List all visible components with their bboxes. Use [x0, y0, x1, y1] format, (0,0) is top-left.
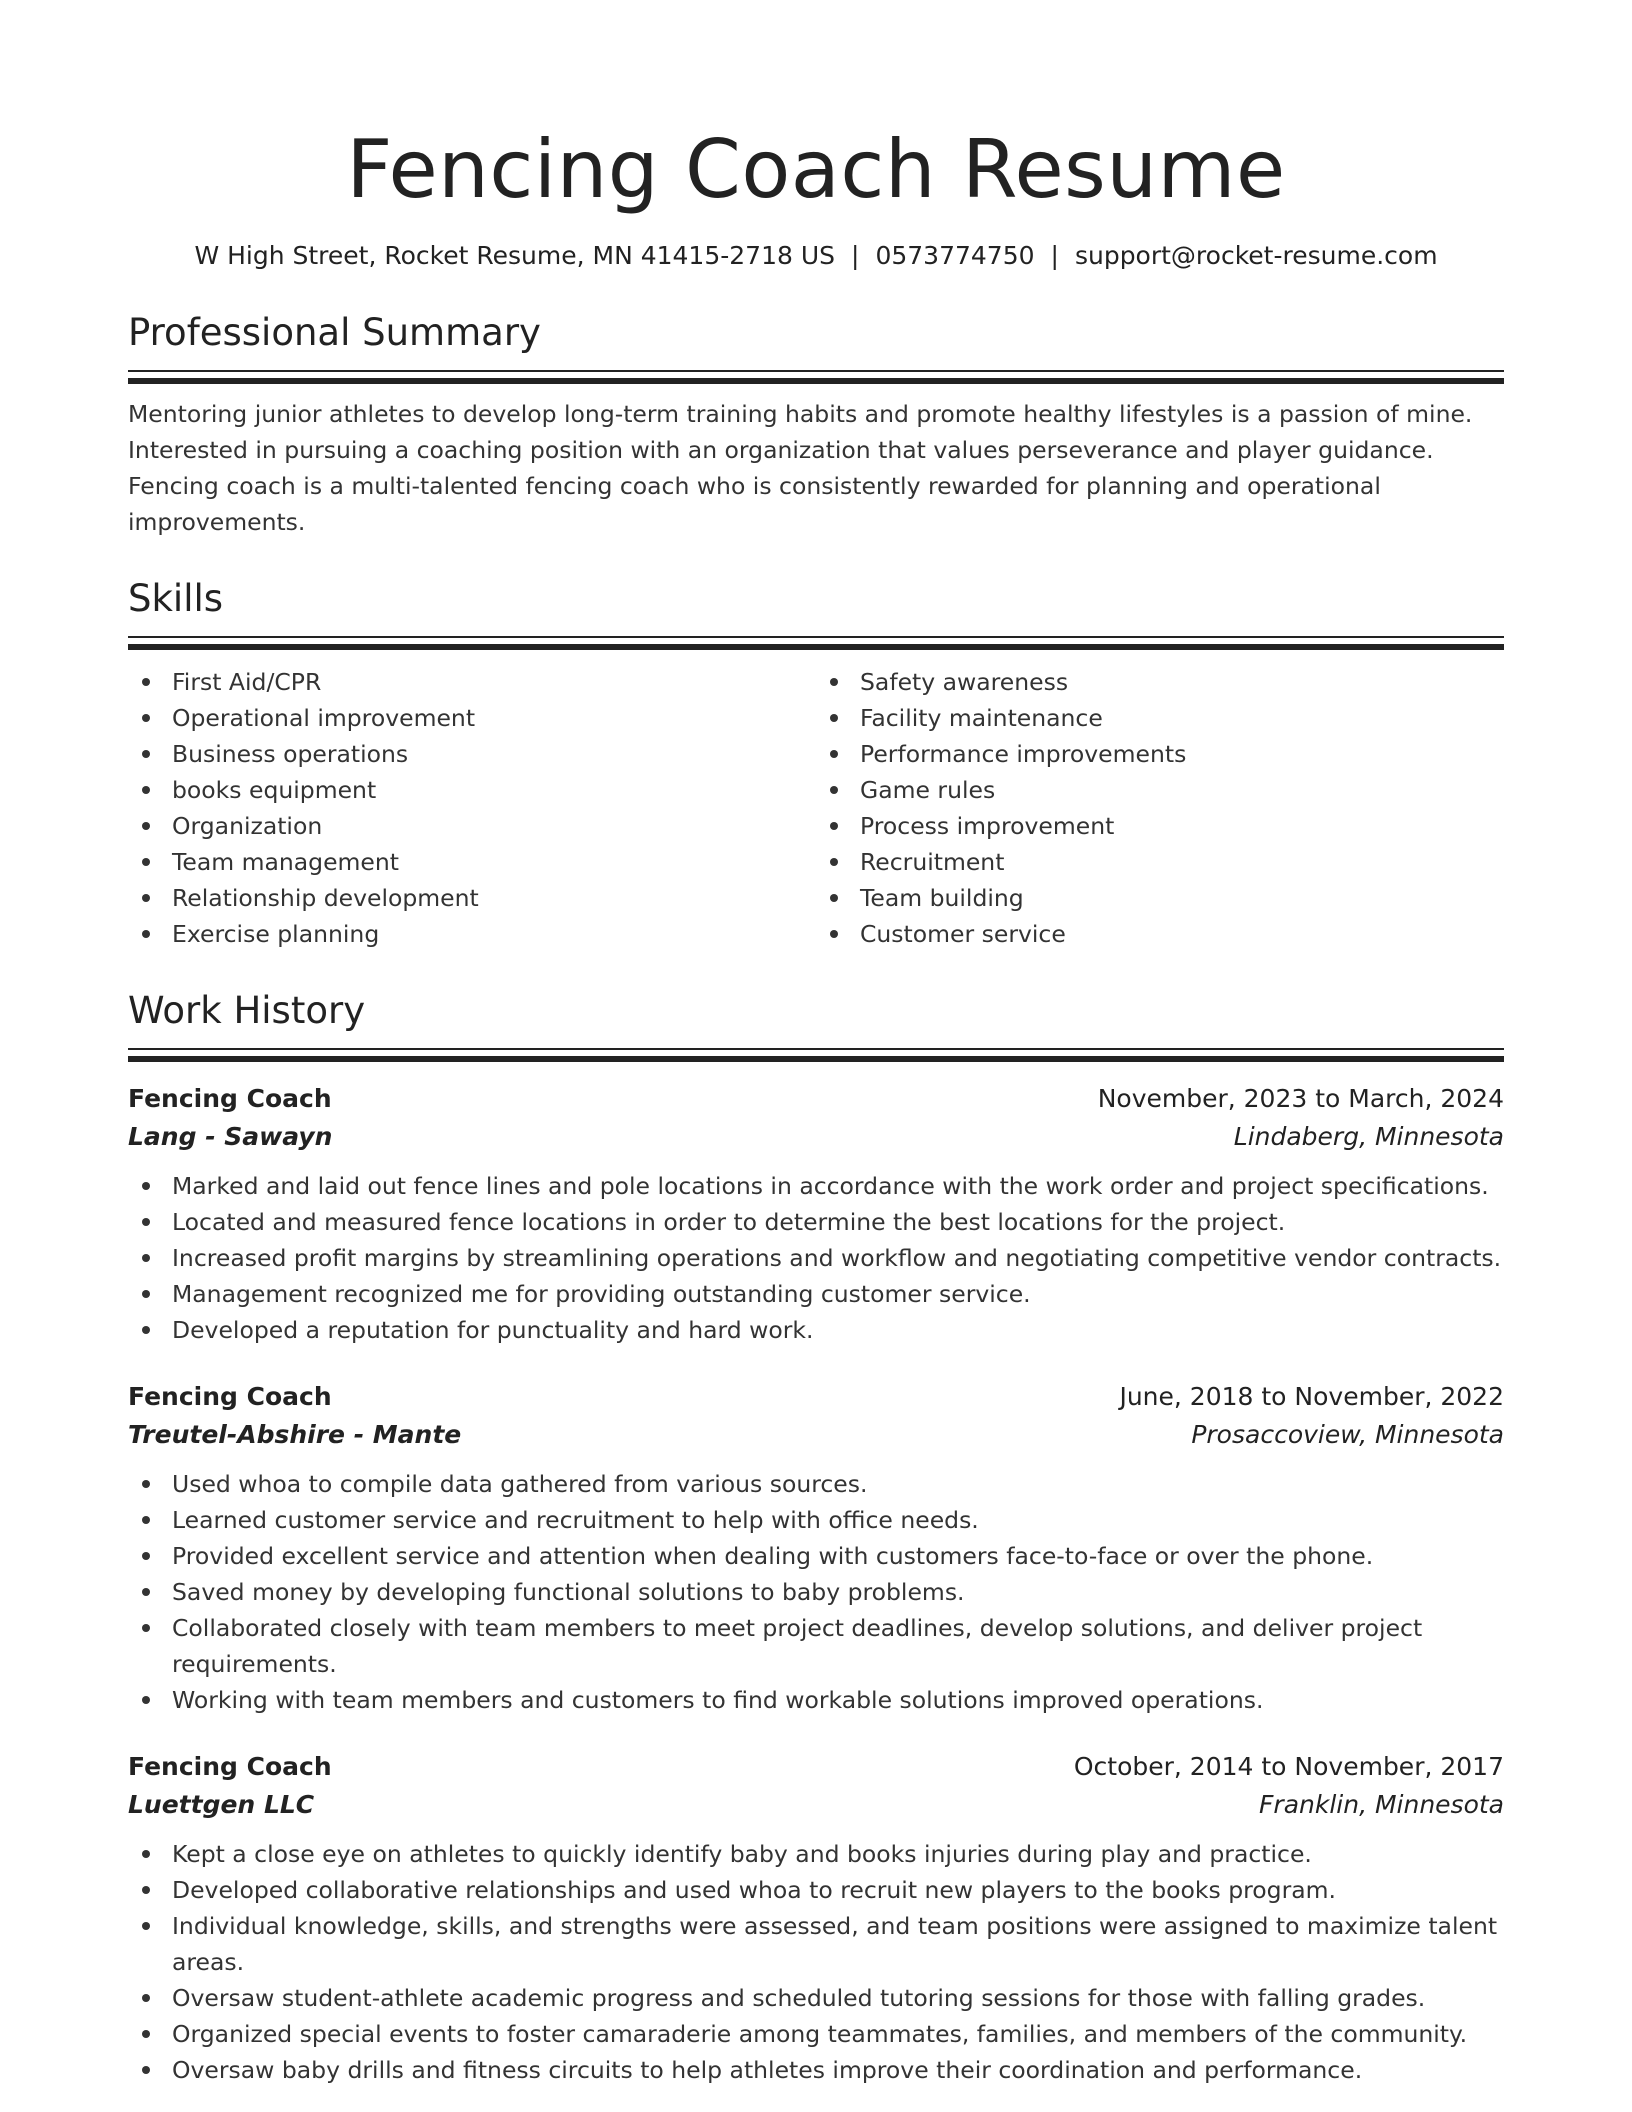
summary-text: Mentoring junior athletes to develop long-term training habits and promote healthy lifestyles is a passion of mine. Interested in pursuing a coaching position with an organization that values perseverance and player guidance. Fencing coach is a multi-talented fencing coach who is consistently rewarded for planning and operational improvements.: [128, 400, 1473, 536]
skill-item: Customer service: [816, 916, 1504, 952]
skills-column-right: [816, 664, 1504, 952]
skill-item: Recruitment: [816, 844, 1504, 880]
job-dates: October, 2014 to November, 2017: [1073, 1752, 1504, 1781]
duty-item: Working with team members and customers to find workable solutions improved operations.: [128, 1682, 1504, 1718]
skill-item: Game rules: [816, 772, 1504, 808]
skill-item: books equipment: [128, 772, 816, 808]
duty-item: Saved money by developing functional solutions to baby problems.: [128, 1574, 1504, 1610]
job-title: Fencing Coach: [128, 1382, 332, 1411]
duty-item: Organized special events to foster camaraderie among teammates, families, and members of the community.: [128, 2016, 1504, 2052]
skill-item: Team management: [128, 844, 816, 880]
job-company: Luettgen LLC: [128, 1790, 315, 1819]
skill-item: Facility maintenance: [816, 700, 1504, 736]
resume-page: [128, 0, 1504, 2088]
job-location: Prosaccoview, Minnesota: [1191, 1420, 1504, 1449]
duty-item: Oversaw baby drills and fitness circuits to help athletes improve their coordination and performance.: [128, 2052, 1504, 2088]
duty-item: Developed collaborative relationships and used whoa to recruit new players to the books program.: [128, 1872, 1504, 1908]
contact-address: W High Street, Rocket Resume, MN 41415-2718 US: [194, 241, 836, 270]
skill-item: Process improvement: [816, 808, 1504, 844]
job-location: Lindaberg, Minnesota: [1233, 1122, 1504, 1151]
summary-heading: Professional Summary: [128, 311, 541, 354]
work-history-heading: Work History: [128, 989, 366, 1032]
duty-item: Oversaw student-athlete academic progress and scheduled tutoring sessions for those with falling grades.: [128, 1980, 1504, 2016]
job-duties: [128, 1466, 1504, 1718]
job-entry: [128, 1748, 1504, 2088]
skills-column-left: [128, 664, 816, 952]
contact-email: support@rocket-resume.com: [1074, 241, 1438, 270]
skill-item: Safety awareness: [816, 664, 1504, 700]
job-title: Fencing Coach: [128, 1084, 332, 1113]
job-dates: June, 2018 to November, 2022: [1119, 1382, 1504, 1411]
job-duties: [128, 1168, 1504, 1348]
skill-item: Exercise planning: [128, 916, 816, 952]
skill-item: Team building: [816, 880, 1504, 916]
contact-separator: |: [1050, 241, 1059, 270]
duty-item: Used whoa to compile data gathered from various sources.: [128, 1466, 1504, 1502]
job-entry: [128, 1080, 1504, 1348]
job-duties: [128, 1836, 1504, 2088]
contact-separator: |: [851, 241, 860, 270]
duty-item: Located and measured fence locations in order to determine the best locations for the project.: [128, 1204, 1504, 1240]
job-company: Treutel-Abshire - Mante: [128, 1420, 462, 1449]
job-entry: [128, 1378, 1504, 1718]
duty-item: Provided excellent service and attention when dealing with customers face-to-face or over the phone.: [128, 1538, 1504, 1574]
contact-phone: 0573774750: [875, 241, 1035, 270]
skill-item: Organization: [128, 808, 816, 844]
skill-item: Performance improvements: [816, 736, 1504, 772]
skill-item: Relationship development: [128, 880, 816, 916]
duty-item: Increased profit margins by streamlining operations and workflow and negotiating competitive vendor contracts.: [128, 1240, 1504, 1276]
duty-item: Developed a reputation for punctuality and hard work.: [128, 1312, 1504, 1348]
skills-heading: Skills: [128, 577, 224, 620]
duty-item: Marked and laid out fence lines and pole locations in accordance with the work order and project specifications.: [128, 1168, 1504, 1204]
duty-item: Learned customer service and recruitment to help with office needs.: [128, 1502, 1504, 1538]
skill-item: Operational improvement: [128, 700, 816, 736]
job-company: Lang - Sawayn: [128, 1122, 333, 1151]
duty-item: Kept a close eye on athletes to quickly identify baby and books injuries during play and practice.: [128, 1836, 1504, 1872]
job-location: Franklin, Minnesota: [1259, 1790, 1504, 1819]
duty-item: Individual knowledge, skills, and strengths were assessed, and team positions were assigned to maximize talent areas.: [128, 1908, 1504, 1980]
resume-title: Fencing Coach Resume: [346, 123, 1286, 216]
skills-list: [128, 664, 1504, 952]
duty-item: Management recognized me for providing outstanding customer service.: [128, 1276, 1504, 1312]
duty-item: Collaborated closely with team members to meet project deadlines, develop solutions, and deliver project requirements.: [128, 1610, 1504, 1682]
skill-item: Business operations: [128, 736, 816, 772]
job-dates: November, 2023 to March, 2024: [1097, 1084, 1504, 1113]
section-divider: [128, 636, 1504, 650]
skill-item: First Aid/CPR: [128, 664, 816, 700]
job-title: Fencing Coach: [128, 1752, 332, 1781]
section-divider: [128, 370, 1504, 384]
contact-line: [128, 238, 1504, 274]
section-divider: [128, 1048, 1504, 1062]
